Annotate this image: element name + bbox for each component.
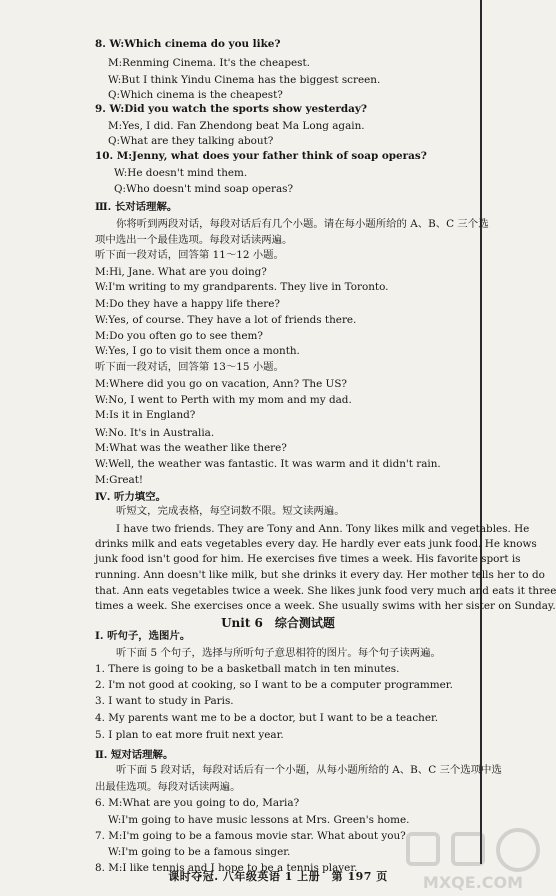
- text-line: 2. I'm not good at cooking, so I want to be a computer programmer.: [95, 679, 453, 691]
- text-line: W:Well, the weather was fantastic. It was warm and it didn't rain.: [95, 458, 441, 470]
- text-line: W:Yes, I go to visit them once a month.: [95, 345, 300, 357]
- text-line: 8. W:Which cinema do you like?: [95, 38, 281, 50]
- page-footer: 课时夺冠. 八年级英语 1 上册 第 197 页: [168, 870, 388, 883]
- text-line: Ⅳ. 听力填空。: [95, 491, 166, 503]
- text-line: 1. There is going to be a basketball match in ten minutes.: [95, 663, 400, 675]
- text-line: 项中选出一个最佳选项。每段对话读两遍。: [95, 234, 293, 246]
- text-line: drinks milk and eats vegetables every day. He hardly ever eats junk food. He knows: [95, 538, 537, 550]
- text-line: W:But I think Yindu Cinema has the biggest screen.: [108, 74, 381, 86]
- text-line: running. Ann doesn't like milk, but she drinks it every day. Her mother tells her to do: [95, 569, 545, 581]
- text-line: 听短文，完成表格，每空词数不限。短文读两遍。: [116, 505, 345, 517]
- watermark-text: MXQE.COM: [422, 873, 524, 892]
- text-line: W:I'm writing to my grandparents. They live in Toronto.: [95, 281, 389, 293]
- text-line: M:Do you often go to see them?: [95, 330, 263, 342]
- text-line: Q:Which cinema is the cheapest?: [108, 89, 283, 101]
- text-line: 听下面一段对话，回答第 11～12 小题。: [95, 249, 284, 261]
- text-line: M:Yes, I did. Fan Zhendong beat Ma Long again.: [108, 120, 365, 132]
- text-line: Q:What are they talking about?: [108, 135, 274, 147]
- text-line: 9. W:Did you watch the sports show yesterday?: [95, 103, 367, 115]
- text-line: 10. M:Jenny, what does your father think of soap operas?: [95, 150, 427, 162]
- text-line: Ⅰ. 听句子，选图片。: [95, 630, 191, 642]
- text-line: 6. M:What are you going to do, Maria?: [95, 797, 300, 809]
- text-line: 4. My parents want me to be a doctor, but I want to be a teacher.: [95, 712, 439, 724]
- unit-title: Unit 6 综合测试题: [221, 616, 335, 630]
- text-line: I have two friends. They are Tony and Ann. Tony likes milk and vegetables. He: [116, 523, 530, 535]
- text-line: M:What was the weather like there?: [95, 442, 287, 454]
- text-line: 5. I plan to eat more fruit next year.: [95, 729, 284, 741]
- text-line: M:Is it in England?: [95, 409, 196, 421]
- text-line: 听下面 5 个句子，选择与所听句子意思相符的图片。每个句子读两遍。: [116, 647, 441, 659]
- text-line: that. Ann eats vegetables twice a week. She likes junk food very much and eats it three: [95, 585, 556, 597]
- text-line: Q:Who doesn't mind soap operas?: [114, 183, 294, 195]
- text-line: junk food isn't good for him. He exercises five times a week. His favorite sport is: [95, 553, 521, 565]
- text-line: W:Yes, of course. They have a lot of friends there.: [95, 314, 357, 326]
- text-line: 3. I want to study in Paris.: [95, 695, 234, 707]
- text-line: 你将听到两段对话，每段对话后有几个小题。请在每小题所给的 A、B、C 三个选: [116, 218, 489, 230]
- watermark-logo-icon: [398, 824, 548, 894]
- text-line: 8. M:I like tennis and I hope to be a tennis player.: [95, 862, 358, 874]
- text-line: W:I'm going to be a famous singer.: [108, 846, 291, 858]
- text-line: 7. M:I'm going to be a famous movie star. What about you?: [95, 830, 406, 842]
- right-margin-rule: [480, 0, 482, 864]
- text-line: W:I'm going to have music lessons at Mrs. Green's home.: [108, 814, 410, 826]
- text-line: M:Renming Cinema. It's the cheapest.: [108, 57, 310, 69]
- text-line: M:Do they have a happy life there?: [95, 298, 280, 310]
- text-line: 听下面一段对话，回答第 13～15 小题。: [95, 361, 284, 373]
- text-line: Ⅱ. 短对话理解。: [95, 749, 174, 761]
- text-line: M:Hi, Jane. What are you doing?: [95, 266, 267, 278]
- text-line: W:No. It's in Australia.: [95, 427, 215, 439]
- text-line: M:Where did you go on vacation, Ann? The US?: [95, 378, 348, 390]
- text-line: W:He doesn't mind them.: [114, 167, 248, 179]
- text-line: M:Great!: [95, 474, 144, 486]
- text-line: times a week. She exercises once a week. She usually swims with her sister on Sunday.: [95, 600, 556, 612]
- text-line: 出最佳选项。每段对话读两遍。: [95, 781, 241, 793]
- text-line: W:No, I went to Perth with my mom and my dad.: [95, 394, 352, 406]
- text-line: Ⅲ. 长对话理解。: [95, 201, 178, 213]
- text-line: 听下面 5 段对话，每段对话后有一个小题，从每小题所给的 A、B、C 三个选项中选: [116, 764, 502, 776]
